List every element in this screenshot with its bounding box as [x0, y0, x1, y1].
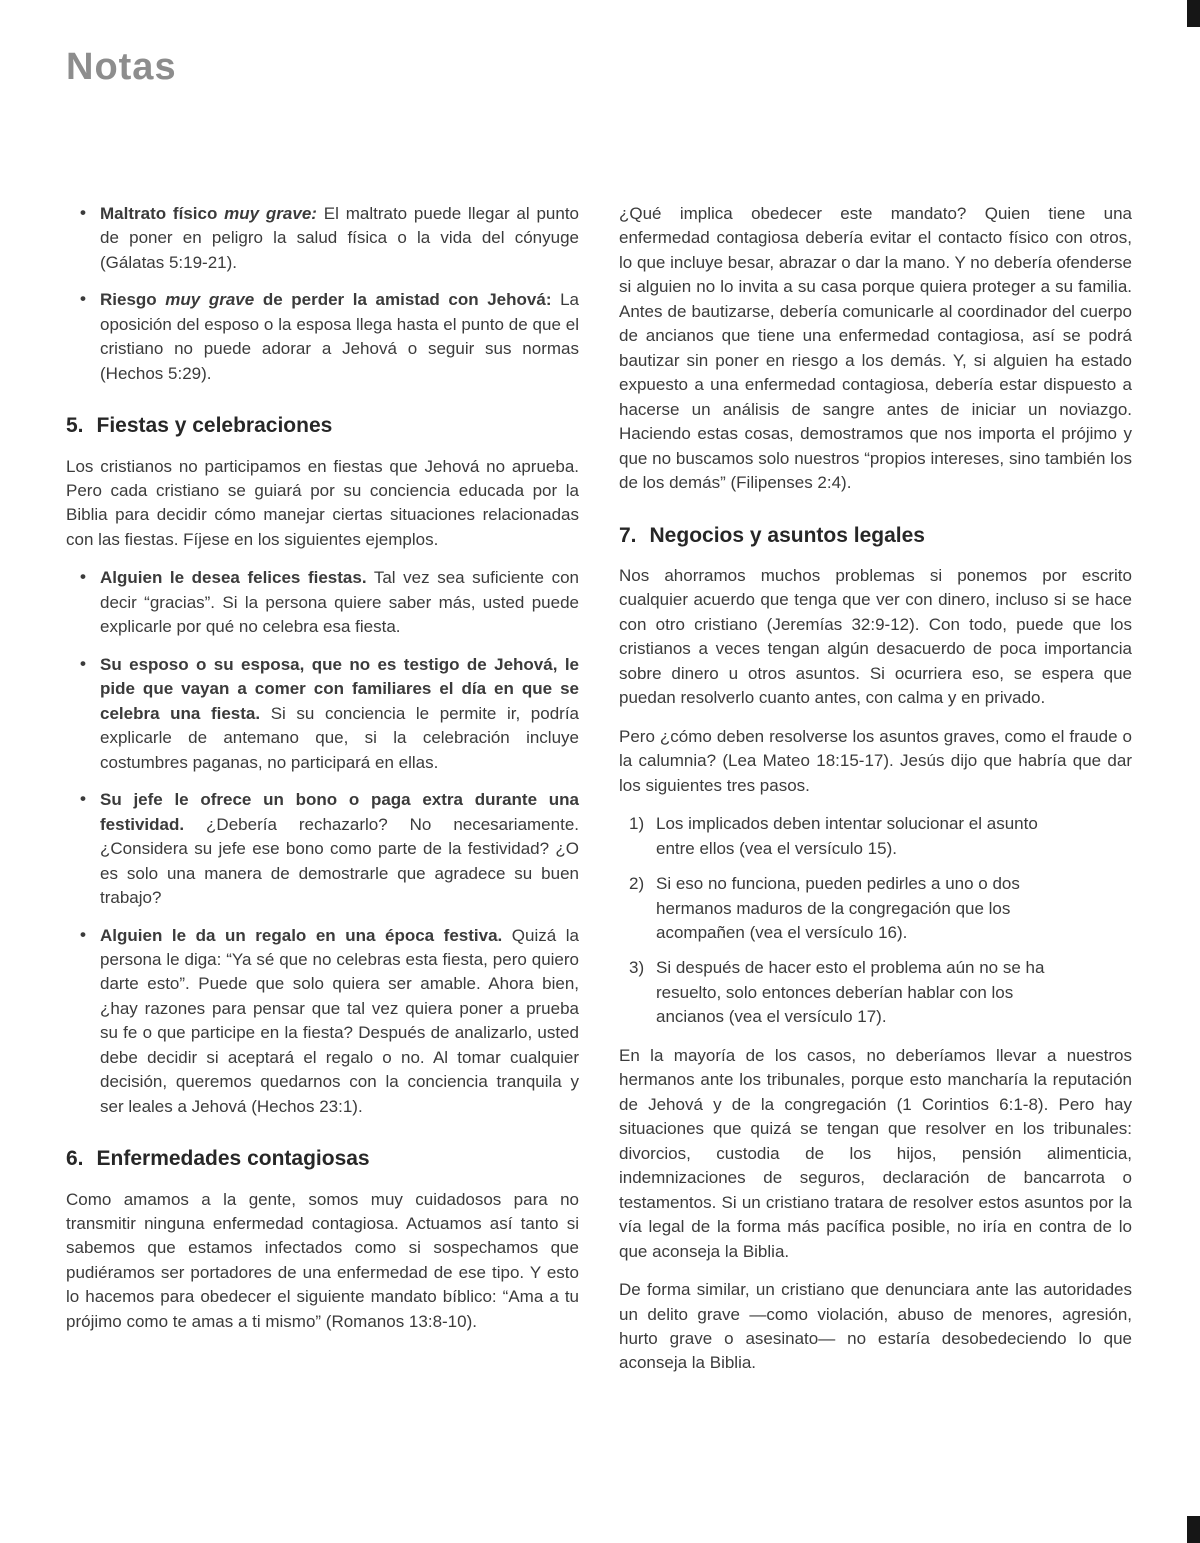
bullet-text [100, 566, 579, 639]
paragraph: Pero ¿cómo deben resolverse los asuntos graves, como el fraude o la calumnia? (Lea Mateo 18:15-17). Jesús dijo que habría que dar los siguientes tres pasos. [619, 726, 1132, 795]
section-title: Negocios y asuntos legales [649, 523, 925, 547]
bullet-icon: • [80, 653, 86, 673]
paragraph: Como amamos a la gente, somos muy cuidadosos para no transmitir ninguna enfermedad contagiosa. Actuamos así tanto si sabemos que estamos infectados como si sospechamos que pudiéramos ser portadores de una enfermedad de ese tipo. Y esto lo hacemos para obedecer el siguiente mandato bíblico: “Ama a tu prójimo como te amas a ti mismo” (Romanos 13:8-10). [66, 1189, 579, 1331]
bullet-icon: • [80, 203, 86, 222]
bullet-body: ¿Debería rechazarlo? No necesariamente. ¿Considera su jefe ese bono como parte de la festividad? ¿O es solo una manera de demostrarle que agradece su buen trabajo? [100, 814, 579, 908]
step-number: 3) [629, 958, 645, 978]
bullet-icon: • [80, 289, 86, 309]
section-title: Enfermedades contagiosas [96, 1147, 370, 1171]
left-column [66, 202, 579, 1376]
section-number: 7. [619, 523, 637, 547]
page-title: Notas [66, 46, 177, 88]
content-columns [66, 202, 1132, 1376]
bullet-text [100, 288, 579, 386]
step-item [629, 956, 1132, 1029]
step-text: Si después de hacer esto el problema aún no se ha resuelto, solo entonces deberían hablar con los ancianos (vea el versículo 17). [656, 958, 1045, 1027]
list-item [66, 288, 579, 386]
paragraph: De forma similar, un cristiano que denunciara ante las autoridades un delito grave —como violación, abuso de menores, agresión, hurto grave o asesinato— no estaría desobedeciendo lo que aconseja la Biblia. [619, 1280, 1132, 1373]
section-number: 6. [66, 1147, 84, 1171]
section-heading-5 [66, 413, 579, 439]
bullet-lead-bold: Alguien le desea felices fiestas. [100, 568, 367, 588]
bullet-lead-bold: Su jefe le ofrece un bono o paga extra durante una festividad. [100, 790, 579, 834]
step-text: Los implicados deben intentar solucionar el asunto entre ellos (vea el versículo 15). [656, 814, 1038, 858]
bullet-text [100, 653, 579, 775]
bullet-lead-bold: Su esposo o su esposa, que no es testigo de Jehová, le pide que vayan a comer con familiares el día en que se celebra una fiesta. [100, 654, 579, 723]
bullet-icon: • [80, 567, 86, 587]
bullet-text [100, 788, 579, 910]
list-item [66, 202, 579, 275]
list-item [66, 653, 579, 775]
paragraph: ¿Qué implica obedecer este mandato? Quien tiene una enfermedad contagiosa debería evitar el contacto físico con otros, lo que incluye besar, abrazar o dar la mano. Y no debería ofenderse si alguien no lo invita a su casa porque quiera proteger a su familia. Antes de bautizarse, debería comunicarle al coordinador del cuerpo de ancianos que tiene una enfermedad contagiosa, así se podrá bautizar sin poner en riesgo a los demás. Y, si alguien ha estado expuesto a una enfermedad contagiosa, debería estar dispuesto a hacerse un análisis de sangre antes de iniciar un noviazgo. Haciendo estas cosas, demostramos que nos importa el prójimo y que no buscamos solo nuestros “propios intereses, sino también los de los demás” (Filipenses 2:4). [619, 204, 1132, 493]
bullet-icon: • [80, 789, 86, 809]
bullet-lead-bold: Alguien le da un regalo en una época festiva. [100, 925, 503, 945]
section-heading-6 [66, 1146, 579, 1172]
bullet-lead-bold-italic: muy grave: [224, 204, 324, 223]
bullet-body: La oposición del esposo o la esposa llega hasta el punto de que el cristiano no puede adorar a Jehová o seguir sus normas (Hechos 5:29). [100, 290, 579, 383]
page-edge-mark-bottom [1187, 1516, 1200, 1543]
page-edge-mark-top [1187, 0, 1200, 27]
bullet-lead-bold-italic: muy grave [165, 290, 263, 310]
paragraph: En la mayoría de los casos, no deberíamos llevar a nuestros hermanos ante los tribunales, porque esto mancharía la reputación de Jehová y de la congregación (1 Corintios 6:1-8). Pero hay situaciones que quizá se tengan que resolver en los tribunales: divorcios, custodia de los hijos, pensión alimenticia, indemnizaciones de seguros, declaración de bancarrota o testamentos. Si un cristiano tratara de resolver estos asuntos por la vía legal de la forma más pacífica posible, no iría en contra de lo que aconseja la Biblia. [619, 1045, 1132, 1261]
bullet-icon: • [80, 924, 86, 944]
bullet-body: Quizá la persona le diga: “Ya sé que no celebras esta fiesta, pero quiero darte esto”. Puede que solo quiera ser amable. Ahora bien, ¿hay razones para pensar que tal vez quiera poner a prueba su fe o que participe en la fiesta? Después de analizarlo, usted debe decidir si aceptará el regalo o no. Al tomar cualquier decisión, queremos quedarnos con la conciencia tranquila y ser leales a Jehová (Hechos 23:1). [100, 925, 579, 1116]
step-text: Si eso no funciona, pueden pedirles a uno o dos hermanos maduros de la congregación que los acompañen (vea el versículo 16). [656, 874, 1020, 942]
step-item [629, 812, 1132, 861]
bullet-body: Tal vez sea suficiente con decir “gracias”. Si la persona quiere saber más, usted puede explicarle por qué no celebra esa fiesta. [100, 568, 579, 637]
bullet-lead-bold: Maltrato físico [100, 204, 225, 223]
step-item [629, 872, 1132, 945]
bullet-body: El maltrato puede llegar al punto de poner en peligro la salud física o la vida del cónyuge (Gálatas 5:19-21). [100, 204, 580, 272]
list-item [66, 924, 579, 1120]
paragraph: Nos ahorramos muchos problemas si ponemos por escrito cualquier acuerdo que tenga que ver con dinero, incluso si se hace con otro cristiano (Jeremías 32:9-12). Con todo, puede que los cristianos a veces tengan algún desacuerdo de poca importancia sobre dinero u otros asuntos. Si ocurriera eso, se espera que puedan resolverlo cuanto antes, con calma y en privado. [619, 565, 1132, 708]
right-column [619, 202, 1132, 1376]
list-item [66, 788, 579, 910]
step-number: 2) [629, 874, 645, 894]
list-item [66, 566, 579, 639]
numbered-steps [619, 812, 1132, 1030]
bullet-lead-bold: Riesgo [100, 290, 166, 310]
bullet-body: Si su conciencia le permite ir, podría explicarle de antemano que, si la celebración incluye costumbres paganas, no participará en ellas. [100, 703, 579, 772]
step-number: 1) [629, 814, 645, 834]
paragraph: Los cristianos no participamos en fiestas que Jehová no aprueba. Pero cada cristiano se guiará por su conciencia educada por la Biblia para decidir cómo manejar ciertas situaciones relacionadas con las fiestas. Fíjese en los siguientes ejemplos. [66, 456, 579, 549]
section-title: Fiestas y celebraciones [96, 414, 333, 438]
bullet-text [100, 202, 579, 275]
bullet-text [100, 924, 579, 1120]
bullet-lead-bold: de perder la amistad con Jehová: [262, 290, 561, 310]
section-heading-7 [619, 523, 1132, 549]
section-number: 5. [66, 414, 84, 438]
